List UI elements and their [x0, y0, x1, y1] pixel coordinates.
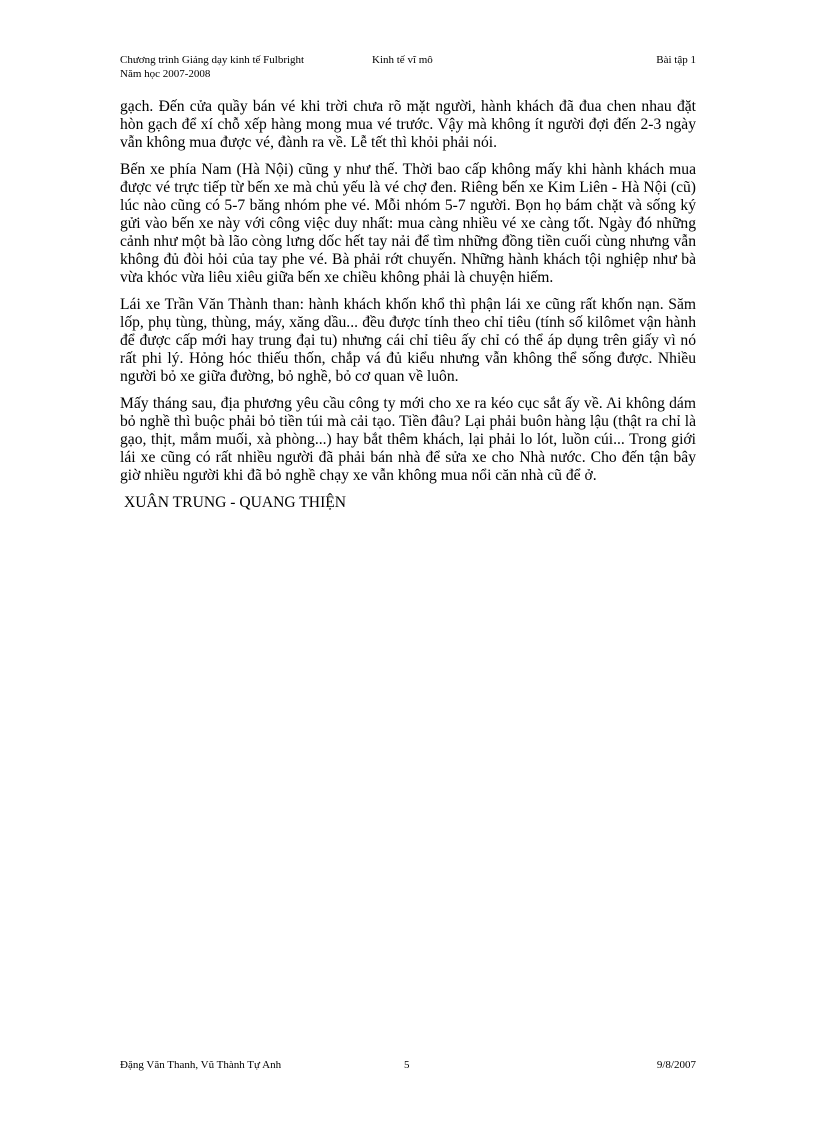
body-paragraph: gạch. Đến cửa quầy bán vé khi trời chưa rõ mặt người, hành khách đã đua chen nhau đặt hòn gạch để xí chỗ xếp hàng mong mua vé trước. Vậy mà không ít người đợi đến 2-3 ngày vẫn không mua được vé, đành ra về. Lễ tết thì khỏi phải nói.: [120, 98, 696, 151]
body-paragraph: Mấy tháng sau, địa phương yêu cầu công ty mới cho xe ra kéo cục sắt ấy về. Ai không dám bỏ nghề thì buộc phải bỏ tiền túi mà cải tạo. Tiền đâu? Lại phải buôn hàng lậu (thật ra chỉ là gạo, thịt, mắm muối, xà phòng...) hay bắt thêm khách, lại phải lo lót, luồn cúi... Trong giới lái xe cũng có rất nhiều người đã phải bán nhà để sửa xe cho Nhà nước. Cho đến tận bây giờ nhiều người khi đã bỏ nghề chạy xe vẫn không mua nổi căn nhà cũ để ở.: [120, 395, 696, 484]
document-body: [120, 98, 696, 512]
subject-name: Kinh tế vĩ mô: [372, 54, 433, 66]
body-paragraph: Lái xe Trần Văn Thành than: hành khách khốn khổ thì phận lái xe cũng rất khốn nạn. Săm lốp, phụ tùng, thùng, máy, xăng dầu... đều được tính theo chỉ tiêu (tính số kilômet vận hành để được cấp mới hay trung đại tu) nhưng cái chỉ tiêu ấy chỉ có thể áp dụng trên giấy vì nó rất phi lý. Hỏng hóc thiếu thốn, chắp vá đủ kiểu nhưng vẫn không thể sống được. Nhiều người bỏ xe giữa đường, bỏ nghề, bỏ cơ quan về luôn.: [120, 296, 696, 385]
page-header: [120, 53, 696, 83]
author-signature: XUÂN TRUNG - QUANG THIỆN: [124, 494, 347, 511]
body-paragraph: Bến xe phía Nam (Hà Nội) cũng y như thế. Thời bao cấp không mấy khi hành khách mua được vé trực tiếp từ bến xe mà chủ yếu là vé chợ đen. Riêng bến xe Kim Liên - Hà Nội (cũ) lúc nào cũng có 5-7 băng nhóm phe vé. Mỗi nhóm 5-7 người. Bọn họ bám chặt và sống ký gửi vào bến xe này với công việc duy nhất: mua càng nhiều vé xe càng tốt. Ngày đó những cảnh như một bà lão còng lưng dốc hết tay nải để tìm những đồng tiền cuối cùng nhưng vẫn không đủ đòi hỏi của tay phe vé. Bà phải rớt chuyến. Những hành khách tội nghiệp như bà vừa khóc vừa liêu xiêu giữa bến xe chiều không phải là chuyện hiếm.: [120, 161, 696, 286]
program-name: Chương trình Giảng dạy kinh tế Fulbright: [120, 54, 305, 66]
assignment-label: Bài tập 1: [656, 54, 696, 66]
footer-date: 9/8/2007: [656, 1059, 696, 1071]
page-footer: [120, 1058, 696, 1074]
academic-year: Năm học 2007-2008: [120, 68, 211, 80]
footer-authors: Đặng Văn Thanh, Vũ Thành Tự Anh: [120, 1059, 282, 1071]
page-number: 5: [404, 1059, 410, 1071]
